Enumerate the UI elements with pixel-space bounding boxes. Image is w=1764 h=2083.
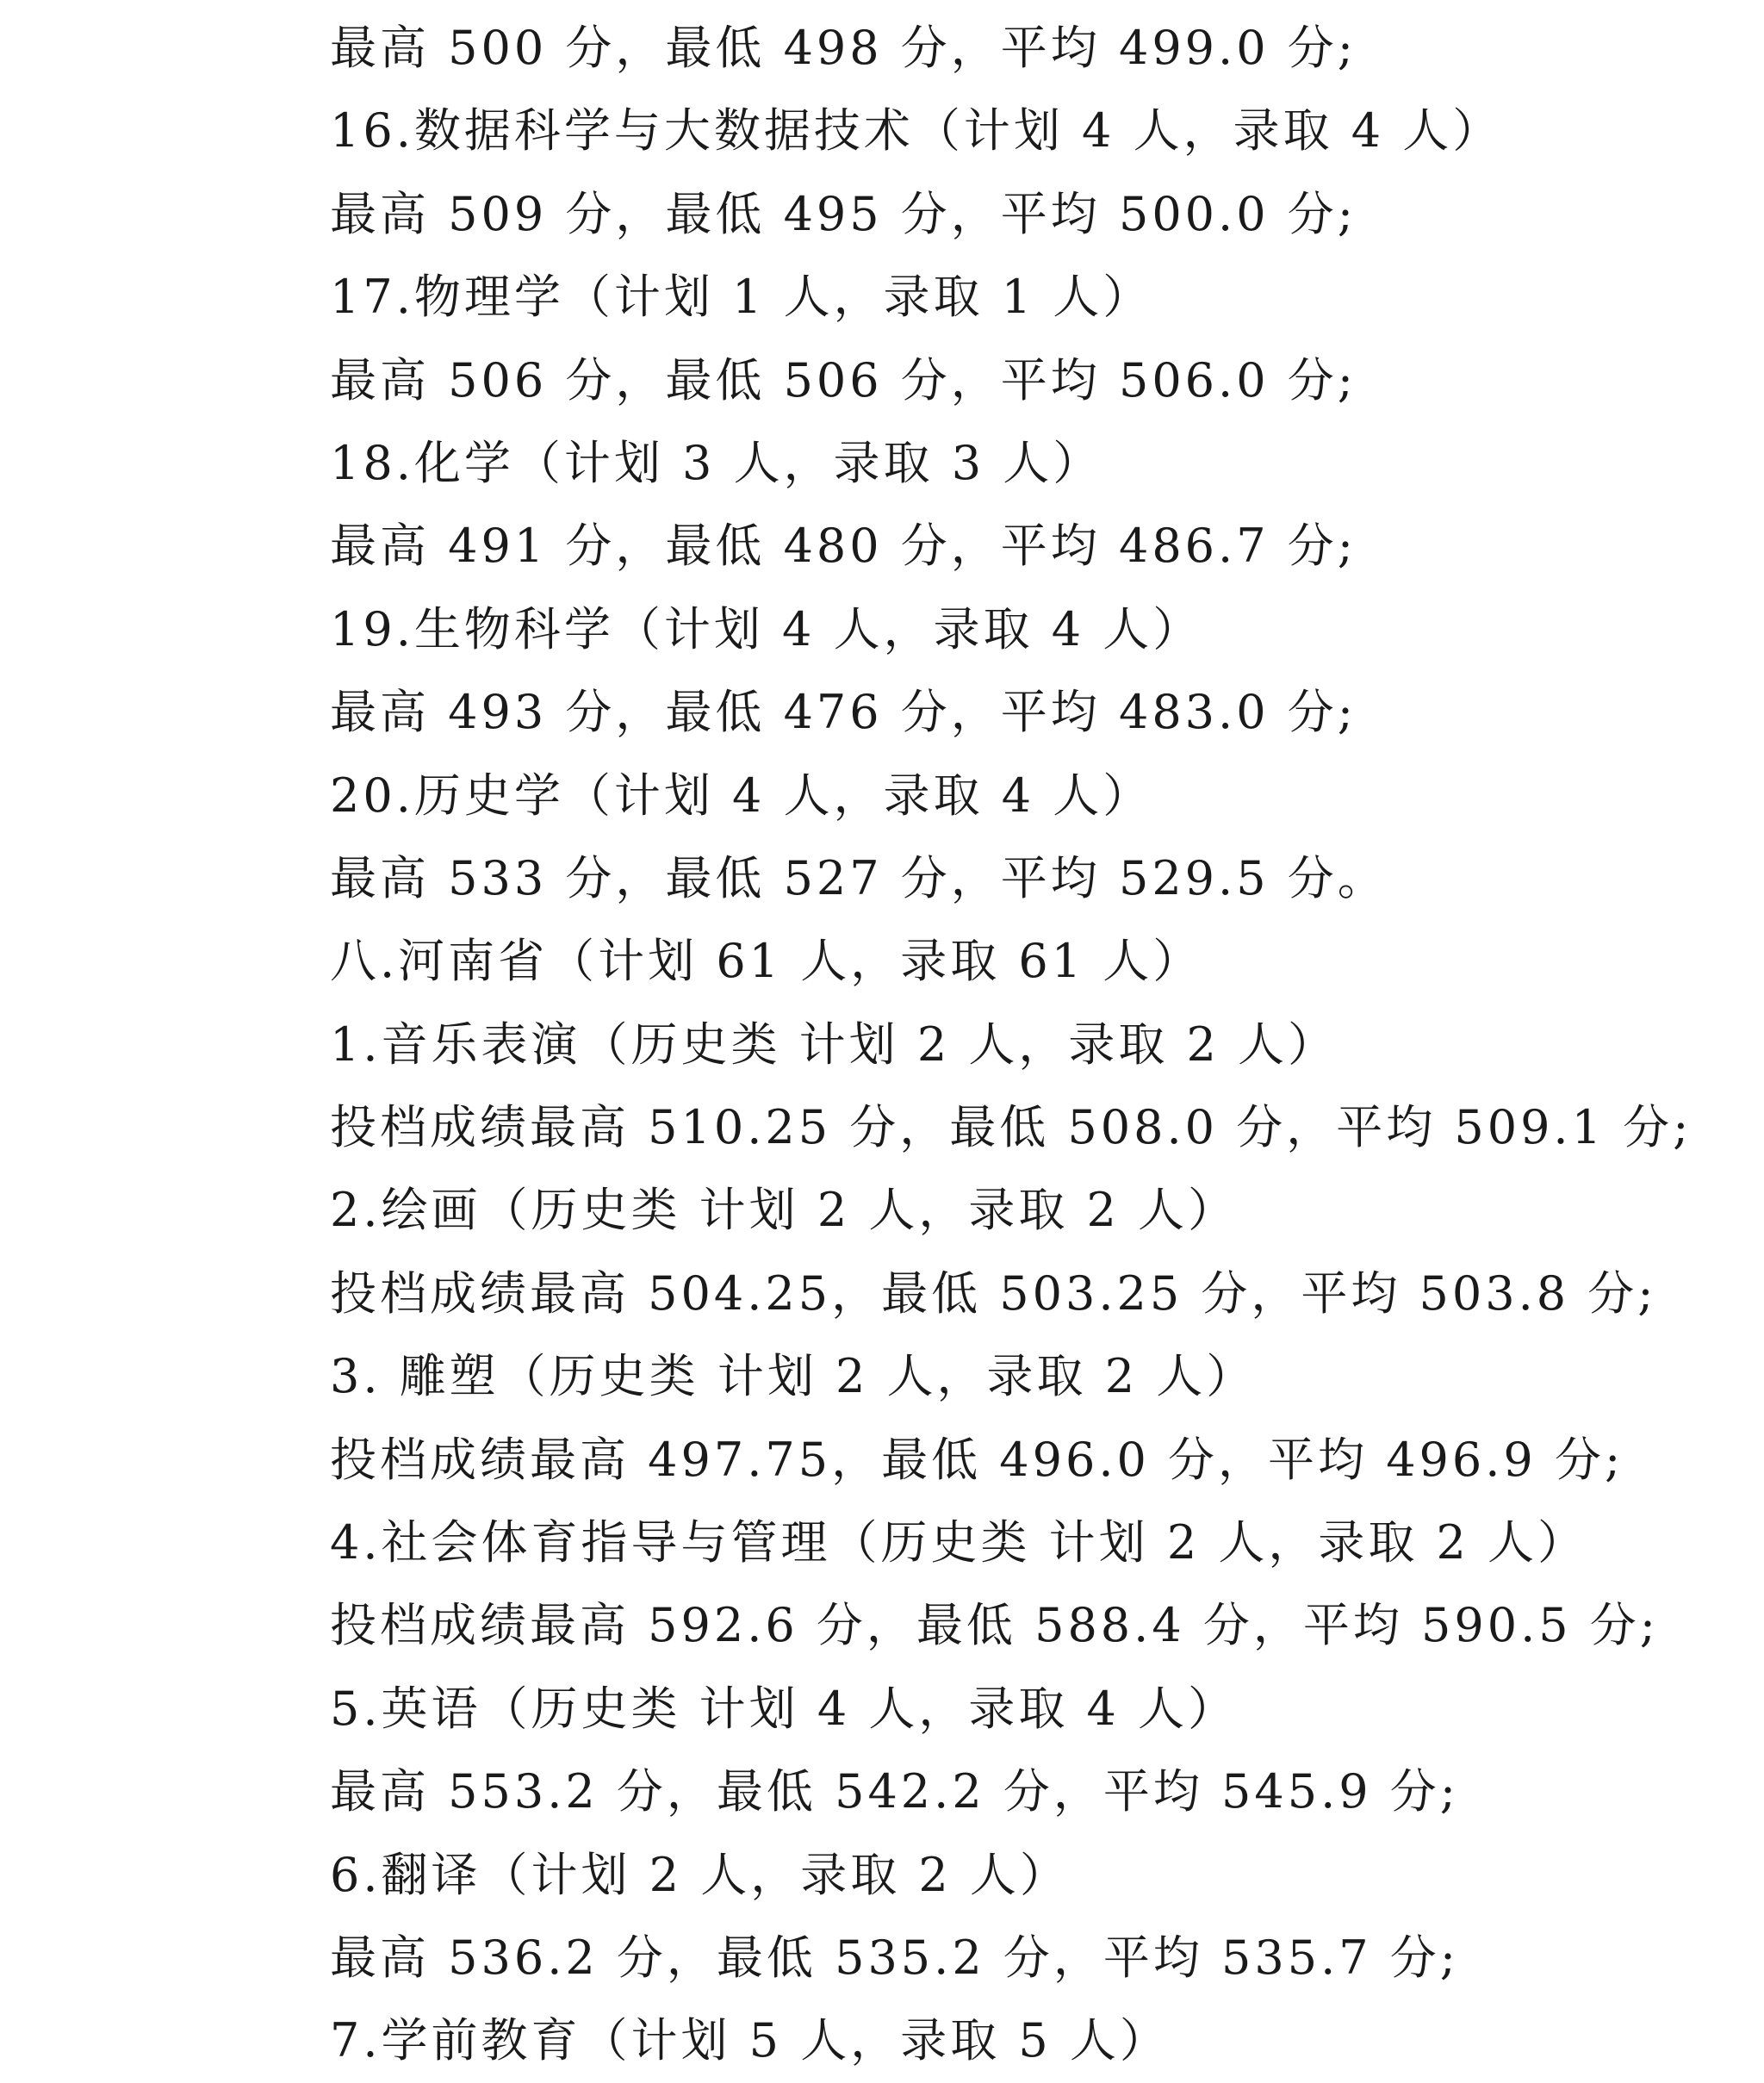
score-line: 最高 533 分，最低 527 分，平均 529.5 分。 bbox=[330, 850, 1388, 905]
score-line: 最高 509 分，最低 495 分，平均 500.0 分; bbox=[330, 186, 1357, 241]
major-heading: 6.翻译（计划 2 人，录取 2 人） bbox=[330, 1847, 1070, 1902]
major-heading: 2.绘画（历史类 计划 2 人，录取 2 人） bbox=[330, 1183, 1239, 1238]
major-heading: 7.学前教育（计划 5 人，录取 5 人） bbox=[330, 2013, 1170, 2068]
score-line: 最高 500 分，最低 498 分，平均 499.0 分; bbox=[330, 21, 1357, 75]
document-body bbox=[330, 7, 1751, 2083]
major-heading: 5.英语（历史类 计划 4 人，录取 4 人） bbox=[330, 1681, 1239, 1736]
score-line: 最高 491 分，最低 480 分，平均 486.7 分; bbox=[330, 519, 1357, 574]
score-line: 最高 506 分，最低 506 分，平均 506.0 分; bbox=[330, 352, 1357, 407]
major-heading: 3. 雕塑（历史类 计划 2 人，录取 2 人） bbox=[330, 1349, 1257, 1404]
province-heading: 八.河南省（计划 61 人，录取 61 人） bbox=[330, 934, 1203, 989]
score-line: 投档成绩最高 497.75，最低 496.0 分，平均 496.9 分; bbox=[330, 1432, 1624, 1487]
score-line: 投档成绩最高 592.6 分，最低 588.4 分，平均 590.5 分; bbox=[330, 1598, 1659, 1653]
score-line: 最高 493 分，最低 476 分，平均 483.0 分; bbox=[330, 685, 1357, 740]
score-line: 最高 536.2 分，最低 535.2 分，平均 535.7 分; bbox=[330, 1930, 1459, 1985]
score-line: 投档成绩最高 510.25 分，最低 508.0 分，平均 509.1 分; bbox=[330, 1100, 1693, 1155]
major-heading: 16.数据科学与大数据技术（计划 4 人，录取 4 人） bbox=[330, 103, 1503, 159]
major-heading: 18.化学（计划 3 人，录取 3 人） bbox=[330, 435, 1103, 490]
major-heading: 20.历史学（计划 4 人，录取 4 人） bbox=[330, 768, 1153, 823]
score-line: 投档成绩最高 504.25，最低 503.25 分，平均 503.8 分; bbox=[330, 1265, 1657, 1321]
score-line: 最高 553.2 分，最低 542.2 分，平均 545.9 分; bbox=[330, 1764, 1459, 1819]
major-heading: 19.生物科学（计划 4 人，录取 4 人） bbox=[330, 601, 1203, 656]
major-heading: 17.物理学（计划 1 人，录取 1 人） bbox=[330, 270, 1153, 325]
major-heading: 4.社会体育指导与管理（历史类 计划 2 人，录取 2 人） bbox=[330, 1515, 1588, 1570]
major-heading: 1.音乐表演（历史类 计划 2 人，录取 2 人） bbox=[330, 1017, 1339, 1072]
